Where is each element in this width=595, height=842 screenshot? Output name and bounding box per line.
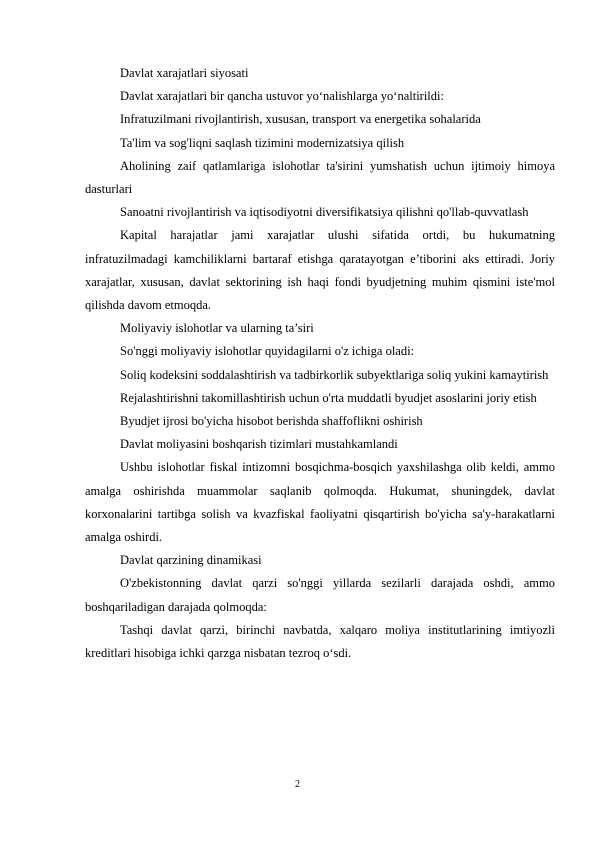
paragraph: Tashqi davlat qarzi, birinchi navbatda, xalqaro moliya institutlarining imtiyozli kreditlari hisobiga ichki qarzga nisbatan tezroq o‘sdi.	[85, 622, 555, 661]
list-item: Byudjet ijrosi bo'yicha hisobot berishda shaffoflikni oshirish	[120, 414, 423, 429]
list-item: Sanoatni rivojlantirish va iqtisodiyotni diversifikatsiya qilishni qo'llab-quvvatlash	[120, 205, 529, 220]
paragraph: Davlat xarajatlari bir qancha ustuvor yo‘nalishlarga yo‘naltirildi:	[120, 89, 444, 104]
list-item: Davlat moliyasini boshqarish tizimlari mustahkamlandi	[120, 437, 398, 452]
section-heading: Moliyaviy islohotlar va ularning ta’siri	[120, 321, 314, 336]
page-number: 2	[295, 779, 300, 790]
paragraph: Kapital harajatlar jami xarajatlar ulushi sifatida ortdi, bu hukumatning infratuzilmadagi kamchiliklarni bartaraf etishga qaratayotgan e’tiborini aks ettiradi. Joriy xarajatlar, xususan, davlat sektorining ish haqi fondi byudjetning muhim qismini iste'mol qilishda davom etmoqda.	[85, 228, 555, 313]
list-item: Aholining zaif qatlamlariga islohotlar ta'sirini yumshatish uchun ijtimoiy himoya dasturlari	[85, 158, 555, 197]
list-item: Soliq kodeksini soddalashtirish va tadbirkorlik subyektlariga soliq yukini kamaytirish	[120, 367, 549, 382]
paragraph: So'nggi moliyaviy islohotlar quyidagilarni o'z ichiga oladi:	[120, 344, 415, 359]
paragraph: Ushbu islohotlar fiskal intizomni bosqichma-bosqich yaxshilashga olib keldi, ammo amalga oshirishda muammolar saqlanib qolmoqda. Hukumat, shuningdek, davlat korxonalarini tartibga solish va kvazfiskal faoliyatni qisqartirish bo'yicha sa'y-harakatlarni amalga oshirdi.	[85, 460, 555, 545]
list-item: Rejalashtirishni takomillashtirish uchun o'rta muddatli byudjet asoslarini joriy etish	[120, 390, 537, 405]
paragraph: O'zbekistonning davlat qarzi so'nggi yillarda sezilarli darajada oshdi, ammo boshqariladigan darajada qolmoqda:	[85, 576, 555, 614]
list-item: Infratuzilmani rivojlantirish, xususan, transport va energetika sohalarida	[120, 112, 481, 127]
document-body	[85, 62, 555, 665]
section-heading: Davlat qarzining dinamikasi	[120, 553, 262, 568]
list-item: Ta'lim va sog'liqni saqlash tizimini modernizatsiya qilish	[120, 135, 405, 150]
section-heading: Davlat xarajatlari siyosati	[120, 66, 249, 80]
